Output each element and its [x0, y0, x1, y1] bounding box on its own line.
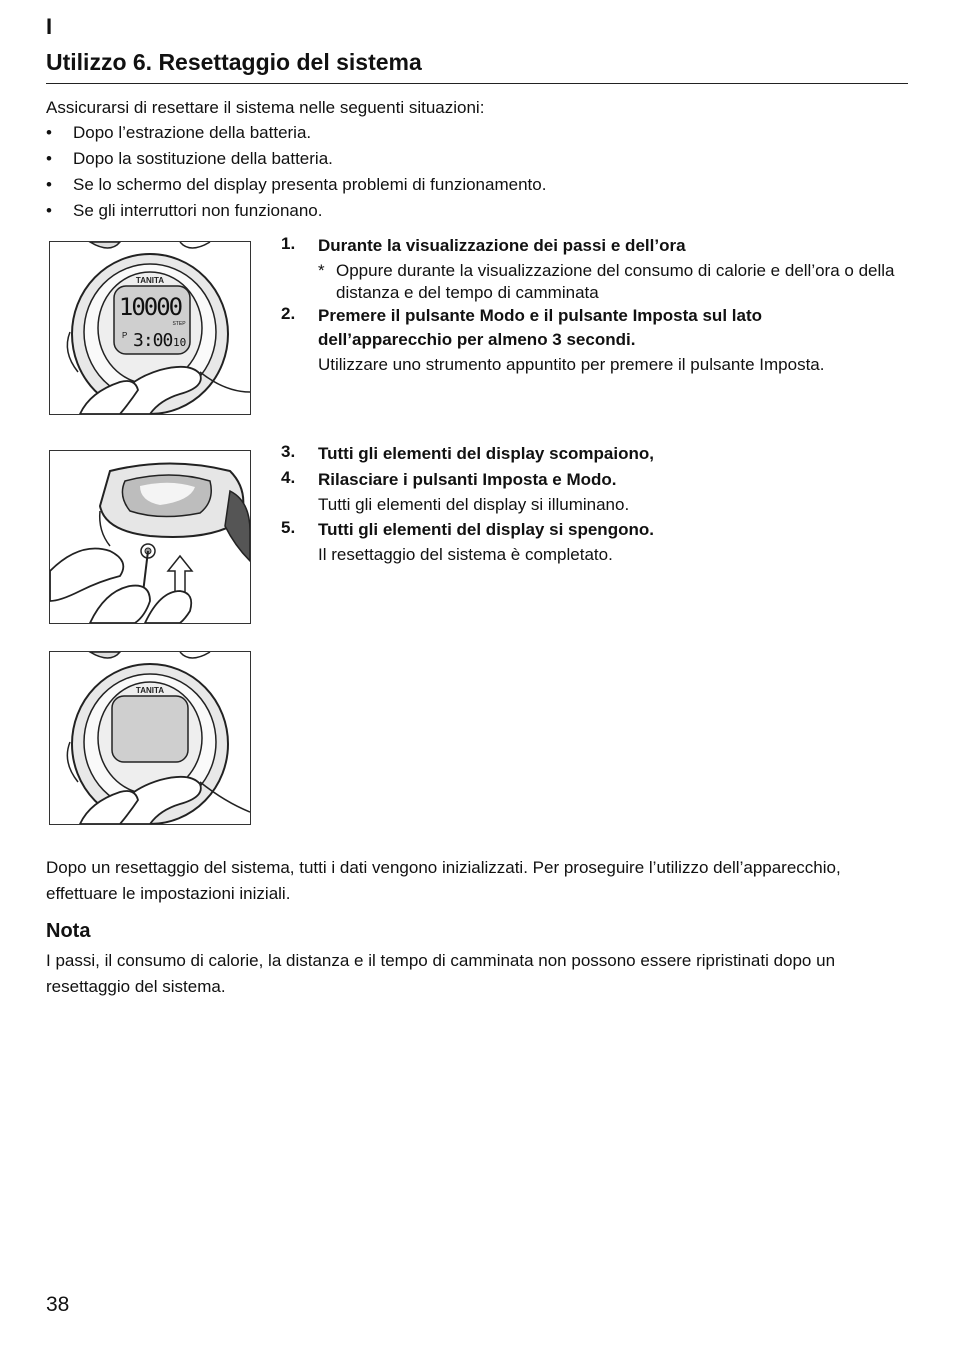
- step-note: [318, 260, 911, 304]
- note-text: I passi, il consumo di calorie, la distanza e il tempo di camminata non possono essere ripristinati dopo un resettaggio del sistema.: [46, 951, 836, 996]
- list-item: [46, 174, 546, 200]
- display-time: 3:00: [133, 330, 173, 351]
- steps-group-2: [281, 442, 911, 568]
- page-title: Utilizzo 6. Resettaggio del sistema: [46, 49, 422, 75]
- step-description: Tutti gli elementi del display si illuminano.: [318, 495, 630, 514]
- display-steps: 10000: [118, 293, 182, 321]
- step-heading: Tutti gli elementi del display scompaiono,: [318, 444, 654, 463]
- step-5: [281, 518, 911, 568]
- intro-text: Assicurarsi di resettare il sistema nelle seguenti situazioni:: [46, 98, 485, 117]
- step-heading: Durante la visualizzazione dei passi e dell’ora: [318, 236, 686, 255]
- step-1: [281, 234, 911, 304]
- step-heading: Premere il pulsante Modo e il pulsante Imposta sul lato dell’apparecchio per almeno 3 secondi.: [318, 306, 762, 349]
- figure-watch-display-off: [49, 651, 251, 825]
- list-item-text: Dopo la sostituzione della batteria.: [73, 149, 333, 168]
- bullet-icon: •: [46, 201, 52, 220]
- bullet-icon: •: [46, 149, 52, 168]
- step-description: Utilizzare uno strumento appuntito per premere il pulsante Imposta.: [318, 355, 825, 374]
- step-number: 1.: [281, 234, 296, 253]
- brand-logo: TANITA: [135, 686, 165, 695]
- step-number: 2.: [281, 304, 296, 323]
- step-description: Il resettaggio del sistema è completato.: [318, 545, 613, 564]
- list-item: [46, 200, 546, 226]
- note-heading: Nota: [46, 920, 91, 942]
- step-number: 4.: [281, 468, 296, 487]
- step-2: [281, 304, 911, 378]
- list-item-text: Se gli interruttori non funzionano.: [73, 201, 323, 220]
- display-step-unit: STEP: [172, 321, 186, 327]
- watch-illustration: [50, 242, 250, 414]
- title-divider: [46, 83, 908, 84]
- watch-blank-illustration: [50, 652, 250, 824]
- steps-group-1: [281, 234, 911, 378]
- figure-press-buttons: [49, 450, 251, 624]
- list-item: [46, 122, 546, 148]
- page-number: 38: [46, 1293, 70, 1316]
- asterisk-icon: *: [318, 261, 325, 280]
- after-reset-paragraph: Dopo un resettaggio del sistema, tutti i dati vengono inizializzati. Per proseguire l’utilizzo dell’apparecchio, effettuare le impostazioni iniziali.: [46, 858, 841, 903]
- step-4: [281, 468, 911, 518]
- display-seconds: 10: [173, 336, 187, 349]
- step-heading: Rilasciare i pulsanti Imposta e Modo.: [318, 470, 617, 489]
- language-marker: I: [46, 14, 53, 39]
- step-number: 3.: [281, 442, 296, 461]
- list-item-text: Se lo schermo del display presenta problemi di funzionamento.: [73, 175, 547, 194]
- brand-logo: TANITA: [135, 276, 165, 285]
- watch-side-illustration: [50, 451, 250, 623]
- list-item-text: Dopo l’estrazione della batteria.: [73, 123, 312, 142]
- list-item: [46, 148, 546, 174]
- step-heading: Tutti gli elementi del display si spengono.: [318, 520, 654, 539]
- situation-list: [46, 122, 546, 226]
- figure-watch-display-on: [49, 241, 251, 415]
- step-number: 5.: [281, 518, 296, 537]
- display-p: P: [122, 331, 128, 340]
- bullet-icon: •: [46, 123, 52, 142]
- bullet-icon: •: [46, 175, 52, 194]
- step-note-text: Oppure durante la visualizzazione del consumo di calorie e dell’ora o della distanza e del tempo di camminata: [336, 261, 895, 302]
- step-3: [281, 442, 911, 466]
